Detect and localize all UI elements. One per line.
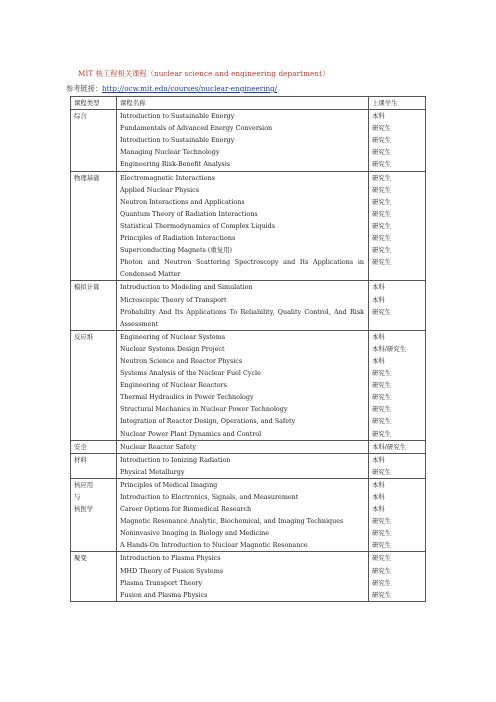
course-name: Nuclear Reactor Safety [120,442,197,451]
course-cell [117,281,369,330]
course-name: Introduction to Modeling and Simulation [120,283,253,292]
header-category: 课程类型 [71,97,117,110]
level-cell [369,171,426,281]
student-level: 研究生 [372,393,392,402]
category-cell [71,171,117,281]
course-name: Introduction to Ionizing Radiation [120,455,231,464]
student-level: 研究生 [372,173,392,182]
table-header-row [71,97,426,110]
course-name: Superconducting Magnets (重复用) [120,246,232,255]
student-level: 研究生 [372,381,392,390]
course-name: Nuclear Systems Design Project [120,344,225,353]
student-level: 本科 [372,283,385,292]
course-cell [117,552,369,601]
category-cell [71,281,117,330]
student-level: 研究生 [372,307,392,316]
course-cell [117,110,369,171]
page-title: MIT 核工程相关课程（nuclear science and engineering department） [78,69,330,78]
student-level: 研究生 [372,429,392,438]
course-name: Principles of Radiation Interactions [120,234,236,243]
student-level: 研究生 [372,566,392,575]
course-name: Introduction to Plasma Physics [120,554,221,563]
course-name: Integration of Reactor Design, Operations, and Safety [120,417,296,426]
course-name: Photon and Neutron Scattering Spectroscopy and Its Applications in Condensed Matter [120,258,364,279]
course-name: Career Options for Biomedical Research [120,505,252,514]
table-row [71,330,426,440]
course-name: Introduction to Sustainable Energy [120,112,235,121]
category-label: 核应用 [74,480,94,489]
course-name: Systems Analysis of the Nuclear Fuel Cycle [120,369,261,378]
student-level: 本科 [372,356,385,365]
course-name: Neutron Science and Reactor Physics [120,356,243,365]
category-label: 模拟计算 [74,283,100,292]
student-level: 研究生 [372,467,392,476]
course-name: Introduction to Sustainable Energy [120,136,235,145]
course-name: Magnetic Resonance Analytic, Biochemical, and Imaging Techniques [120,517,344,526]
student-level: 研究生 [372,578,392,587]
category-label: 聚变 [74,554,87,563]
category-cell [71,330,117,440]
category-label: 综合 [74,112,87,121]
student-level: 研究生 [372,221,392,230]
student-level: 研究生 [372,234,392,243]
student-level: 本科 [372,332,385,341]
course-name: Engineering of Nuclear Reactors [120,381,227,390]
header-course: 课程名称 [117,97,369,110]
course-name: Structural Mechanics in Nuclear Power Technology [120,405,288,414]
table-row [71,171,426,281]
course-table [70,96,426,602]
level-cell [369,281,426,330]
student-level: 研究生 [372,136,392,145]
student-level: 研究生 [372,160,392,169]
table-row [71,453,426,478]
course-name: Physical Metallurgy [120,467,185,476]
category-label: 与 [74,493,81,501]
table-body [71,110,426,602]
category-label: 核医学 [74,505,94,514]
category-label: 物理基础 [74,173,100,182]
student-level: 研究生 [372,405,392,414]
course-name: Applied Nuclear Physics [120,185,200,194]
student-level: 研究生 [372,148,392,157]
student-level: 研究生 [372,209,392,218]
reference-label: 参考链接： [66,84,102,93]
course-name: Thermal Hydraulics in Power Technology [120,393,254,402]
table-row [71,552,426,601]
student-level: 本科/研究生 [372,442,407,451]
course-name: Quantum Theory of Radiation Interactions [120,209,258,218]
level-cell [369,440,426,453]
course-name: MHD Theory of Fusion Systems [120,566,224,575]
student-level: 本科 [372,112,385,121]
course-cell [117,330,369,440]
course-cell [117,453,369,478]
student-level: 研究生 [372,185,392,194]
course-name: Engineering of Nuclear Systems [120,332,226,341]
student-level: 研究生 [372,124,392,133]
course-name: Plasma Transport Theory [120,578,203,587]
course-name: Noninvasive Imaging in Biology and Medicine [120,529,270,538]
course-name: Principles of Medical Imaging [120,480,218,489]
category-label: 反应堆 [74,332,94,341]
category-label: 安全 [74,442,87,451]
student-level: 本科/研究生 [372,344,407,353]
student-level: 研究生 [372,590,392,599]
course-name: Introduction to Electronics, Signals, and Measurement [120,493,299,501]
course-name: Electromagnetic Interactions [120,173,215,182]
student-level: 本科 [372,295,385,304]
course-name: Statistical Thermodynamics of Complex Liquids [120,221,275,230]
student-level: 本科 [372,480,385,489]
student-level: 研究生 [372,517,392,526]
category-cell [71,453,117,478]
course-name: Neutron Interactions and Applications [120,197,245,206]
student-level: 研究生 [372,529,392,538]
student-level: 本科 [372,455,385,464]
reference-link[interactable]: http://ocw.mit.edu/courses/nuclear-engineering/ [101,84,278,93]
course-cell [117,478,369,552]
course-name: Nuclear Power Plant Dynamics and Control [120,429,262,438]
student-level: 本科 [372,493,385,501]
level-cell [369,552,426,601]
level-cell [369,110,426,171]
student-level: 研究生 [372,258,392,267]
student-level: 研究生 [372,417,392,426]
student-level: 研究生 [372,369,392,378]
header-level: 上课学生 [369,97,426,110]
course-name: Managing Nuclear Technology [120,148,220,157]
course-name: Microscopic Theory of Transport [120,295,227,304]
student-level: 研究生 [372,246,392,255]
category-cell [71,552,117,601]
table-row [71,478,426,552]
course-cell [117,440,369,453]
student-level: 研究生 [372,541,392,550]
category-cell [71,440,117,453]
course-name: Engineering Risk-Benefit Analysis [120,160,231,169]
course-name: A Hands-On Introduction to Nuclear Magnetic Resonance [120,541,308,550]
student-level: 研究生 [372,554,392,563]
table-row [71,440,426,453]
level-cell [369,453,426,478]
student-level: 研究生 [372,197,392,206]
category-cell [71,478,117,552]
table-row [71,110,426,171]
category-label: 材料 [74,455,87,464]
table-row [71,281,426,330]
course-name: Probability And Its Applications To Reliability, Quality Control, And Risk Assessment [120,307,364,328]
level-cell [369,478,426,552]
course-cell [117,171,369,281]
level-cell [369,330,426,440]
category-cell [71,110,117,171]
course-name: Fusion and Plasma Physics [120,590,208,599]
course-name: Fundamentals of Advanced Energy Conversion [120,124,273,133]
student-level: 本科 [372,505,385,514]
reference-line [66,84,277,94]
